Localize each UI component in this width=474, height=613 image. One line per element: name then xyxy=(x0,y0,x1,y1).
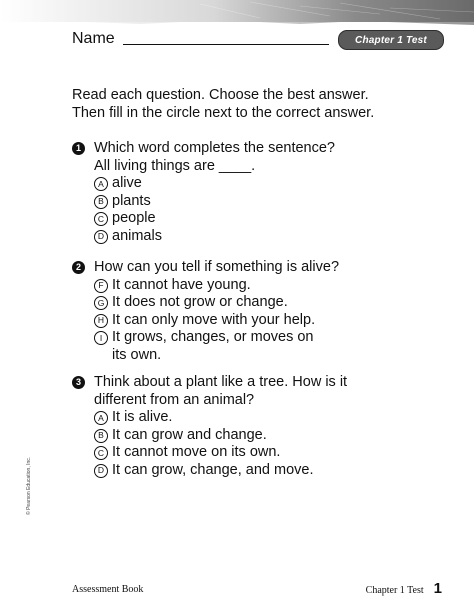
question-number-badge: 3 xyxy=(72,376,85,389)
answer-bubble[interactable]: A xyxy=(94,177,108,191)
option-text: It can grow, change, and move. xyxy=(112,461,314,478)
answer-bubble[interactable]: A xyxy=(94,411,108,425)
answer-option[interactable] xyxy=(94,277,432,295)
copyright-notice: © Pearson Education, Inc. xyxy=(26,456,32,515)
question-3 xyxy=(72,374,432,479)
answer-bubble[interactable]: B xyxy=(94,429,108,443)
answer-bubble[interactable]: F xyxy=(94,279,108,293)
answer-option[interactable] xyxy=(94,329,432,364)
answer-option[interactable] xyxy=(94,427,432,445)
option-text: It cannot have young. xyxy=(112,276,251,293)
question-line: different from an animal? xyxy=(94,391,255,408)
option-text: It is alive. xyxy=(112,409,173,425)
chapter-tab: Chapter 1 Test xyxy=(338,30,444,50)
question-number-badge: 2 xyxy=(72,261,85,274)
option-text: It can grow and change. xyxy=(112,426,267,443)
answer-bubble[interactable]: C xyxy=(94,212,108,226)
question-2 xyxy=(72,259,432,364)
answer-option[interactable] xyxy=(94,409,432,427)
answer-bubble[interactable]: G xyxy=(94,296,108,310)
question-number-badge: 1 xyxy=(72,142,85,155)
answer-option[interactable] xyxy=(94,210,432,228)
instructions-line: Read each question. Choose the best answer. xyxy=(72,87,369,103)
option-text: alive xyxy=(112,175,142,191)
answer-bubble[interactable]: D xyxy=(94,464,108,478)
name-blank-line[interactable] xyxy=(123,44,329,45)
name-label: Name xyxy=(72,30,115,47)
answer-option[interactable] xyxy=(94,175,432,193)
name-row xyxy=(72,30,329,48)
option-text: animals xyxy=(112,227,162,244)
page-number: 1 xyxy=(433,580,442,597)
answer-option[interactable] xyxy=(94,294,432,312)
option-text: It does not grow or change. xyxy=(112,294,288,310)
instructions-line: Then fill in the circle next to the correct answer. xyxy=(72,105,375,121)
question-text xyxy=(94,259,432,277)
option-text: people xyxy=(112,210,156,226)
answer-option[interactable] xyxy=(94,193,432,211)
answer-bubble[interactable]: B xyxy=(94,195,108,209)
question-line: Think about a plant like a tree. How is it xyxy=(94,374,348,390)
question-text xyxy=(94,140,432,175)
option-text: It grows, changes, or moves on xyxy=(112,329,314,345)
footer-book-title: Assessment Book xyxy=(72,584,144,595)
option-text: plants xyxy=(112,192,151,209)
answer-option[interactable] xyxy=(94,228,432,246)
answer-bubble[interactable]: I xyxy=(94,331,108,345)
footer-chapter-label: Chapter 1 Test xyxy=(365,585,424,596)
option-text: It can only move with your help. xyxy=(112,311,316,328)
option-text: It cannot move on its own. xyxy=(112,444,281,460)
answer-option[interactable] xyxy=(94,444,432,462)
question-line: All living things are ____. xyxy=(94,157,256,174)
answer-bubble[interactable]: D xyxy=(94,230,108,244)
question-line: Which word completes the sentence? xyxy=(94,140,335,156)
instructions xyxy=(72,86,412,122)
footer-right xyxy=(366,580,442,597)
question-text xyxy=(94,374,432,409)
answer-bubble[interactable]: H xyxy=(94,314,108,328)
answer-option[interactable] xyxy=(94,312,432,330)
answer-bubble[interactable]: C xyxy=(94,446,108,460)
option-text: its own. xyxy=(112,346,162,363)
question-1 xyxy=(72,140,432,245)
answer-option[interactable] xyxy=(94,462,432,480)
question-line: How can you tell if something is alive? xyxy=(94,259,340,275)
